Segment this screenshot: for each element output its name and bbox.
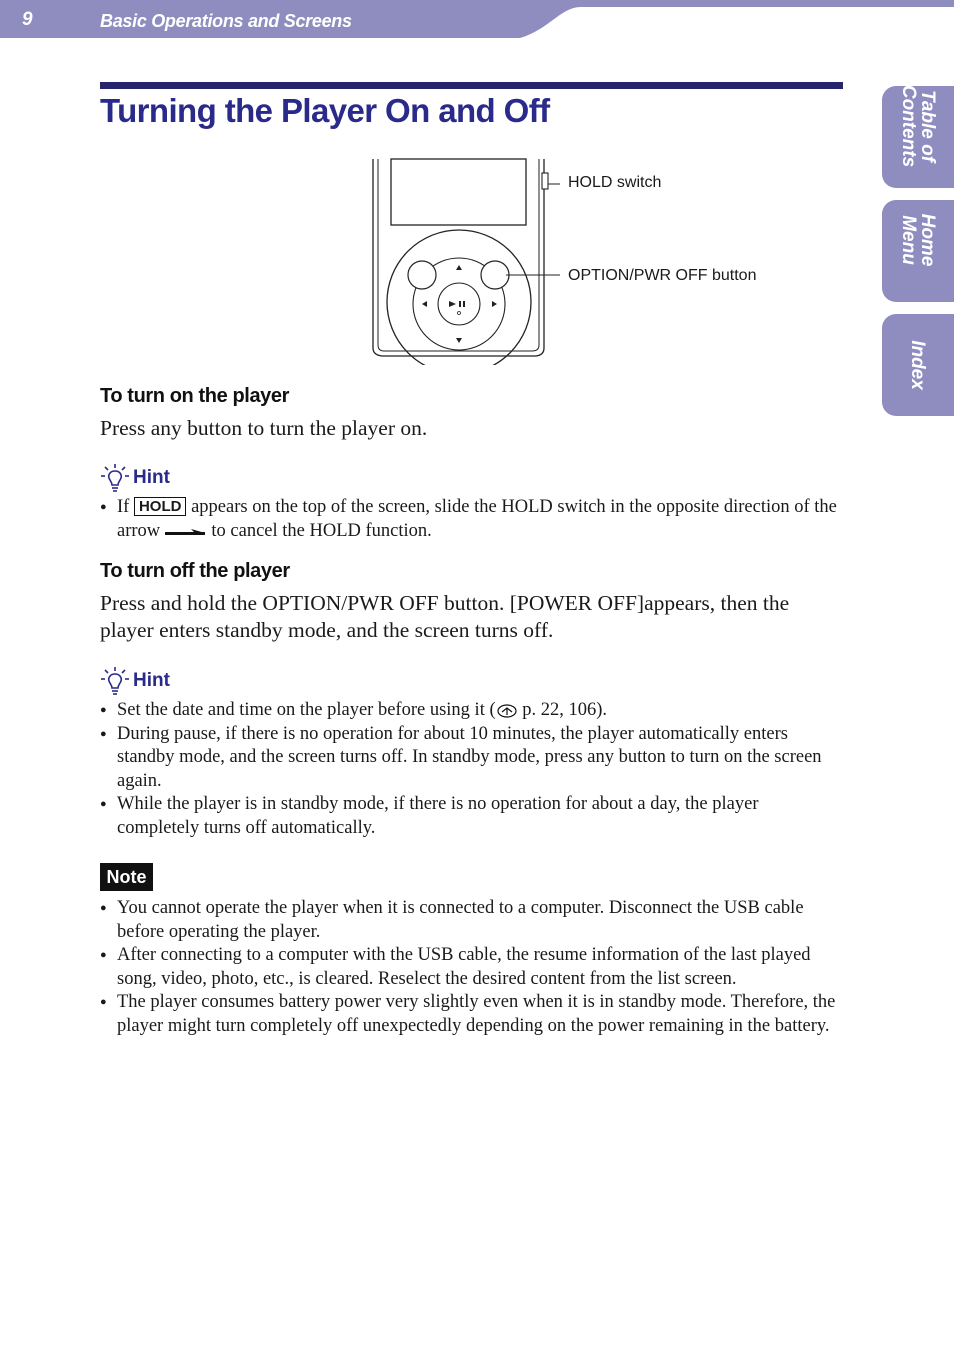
tab-label: Home Menu (898, 213, 938, 267)
hint-text: If (117, 497, 130, 517)
tab-label: Index (907, 340, 929, 390)
section-title: Basic Operations and Screens (100, 11, 352, 31)
tab-index[interactable] (882, 314, 954, 416)
tab-table-of-contents[interactable] (882, 86, 954, 188)
note-badge: Note (100, 863, 153, 891)
list-item: ● After connecting to a computer with the USB cable, the resume information of the last played song, video, photo, etc., is cleared. Reselect the desired content from the list screen. (100, 944, 845, 991)
hint-label: Hint (133, 670, 170, 691)
turn-on-heading: To turn on the player (100, 385, 290, 407)
list-item (100, 496, 845, 543)
hint-text: Set the date and time on the player before using it ( (117, 700, 496, 720)
hint-label: Hint (133, 467, 170, 488)
turn-off-heading: To turn off the player (100, 560, 290, 582)
title-rule (100, 82, 843, 89)
list-item: ● During pause, if there is no operation for about 10 minutes, the player automatically enters standby mode, and the screen turns off. In standby mode, press any button to turn on the screen again. (100, 723, 845, 794)
hint-2-list (100, 699, 845, 840)
tab-home-menu[interactable] (882, 200, 954, 302)
hint-text: to cancel the HOLD function. (211, 520, 432, 541)
list-item: ● You cannot operate the player when it is connected to a computer. Disconnect the USB cable before operating the player. (100, 897, 845, 944)
hint-1-list (100, 496, 845, 543)
note-list (100, 897, 845, 1038)
option-button-label: OPTION/PWR OFF button (568, 267, 757, 284)
turn-on-text: Press any button to turn the player on. (100, 416, 428, 440)
page-title: Turning the Player On and Off (100, 92, 550, 129)
hint-text: appears on the top of the screen, slide the HOLD switch in the opposite direction of the arrow (117, 497, 837, 541)
list-item: ● The player consumes battery power very slightly even when it is in standby mode. Therefore, the player might turn completely off unexpectedly depending on the power remaining in the battery. (100, 991, 845, 1038)
list-item (100, 699, 845, 723)
lightbulb-icon (100, 463, 130, 493)
player-illustration (360, 155, 560, 365)
page-header (0, 0, 954, 40)
list-item: ● While the player is in standby mode, if there is no operation for about a day, the player completely turns off automatically. (100, 793, 845, 840)
page-number: 9 (22, 9, 33, 30)
lightbulb-icon (100, 666, 130, 696)
hold-key-icon: HOLD (134, 497, 187, 516)
hold-switch-label: HOLD switch (568, 174, 662, 191)
turn-off-text: Press and hold the OPTION/PWR OFF button. [POWER OFF]appears, then the player enters standby mode, and the screen turns off. (100, 591, 790, 642)
tab-label: Table of Contents (898, 84, 938, 168)
page-reference-link[interactable]: p. 22, 106). (522, 700, 608, 720)
page-reference-icon[interactable] (496, 703, 518, 719)
arrow-right-icon (165, 525, 207, 537)
